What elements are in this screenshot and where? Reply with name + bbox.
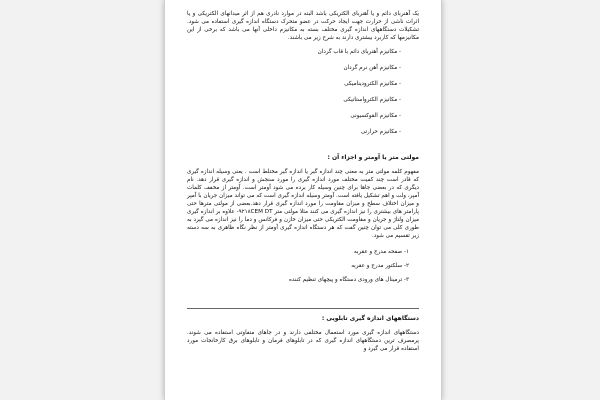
list-item: ۱- صفحه مدرج و عقربه (353, 249, 409, 255)
list-item: - مکانیزم حرارتی (360, 129, 401, 135)
list-item: - مکانیزم آهن نرم گردان (343, 65, 401, 71)
intro-paragraph: یک آهنربای دائم و یا آهنربای الکتریکی باشد البته در موارد نادری هم از اثر میدانهای الکتریکی و یا اثرات ناشی از حرارت جهت ایجاد حرکت در عضو متحرک دستگاه اندازه گیری استفاده می شود. تشکیلات دستگاههای اندازه گیری مختلف بسته به مکانیزم داخلی آنها می باشد که برخی از این مکانیزمها که کاربرد بیشتری دارند به شرح زیر می باشند. (187, 11, 419, 41)
multimeter-paragraph: مفهوم کلمه مولتی متر به معنی چند اندازه گیر یا اندازه گیر مختلط است . یعنی وسیله اندازه گیری که قادر است چند کمیت مختلف مورد اندازه گیری را مورد سنجش و اندازه گیری قرار دهد. نام دیگری که در بعضی جاها برای چنین وسیله کار برده می شود آومتر است. آومتر از مخفف کلمات آمپر، ولت و اهم تشکیل یافته است. آومتر وسیله اندازه گیری است که می تواند میزان جریان با آمپر و میزان اختلاف سطح و میزان مقاومت را مورد اندازه گیری قرار دهد.بعضی از مولتی مترها حتی پارامتر های بیشتری را نیز اندازه گیری می کنند مثلا مولتی متر ۹۲۱۸CEM DT- علاوه بر اندازه گیری میزان ولتاژ و جریان و مقاومت الکتریکی حتی میزان خازن و فرکانس و دما را نیز اندازه می گیرد به طوری کلی می توان چنین گفت که هر دستگاه اندازه گیری آومتر از نظر نگاه ظاهری به سه دسته زیر تقسیم می شود. (187, 169, 419, 239)
list-item: ۳- ترمینال های ورودی دستگاه و پیچهای تنظیم کننده (288, 277, 409, 283)
list-item: - مکانیزم الکترواستاتیکی (343, 97, 401, 103)
section-heading-panel-meters: دستگاههای اندازه گیری تابلویی : (321, 315, 419, 322)
list-item: - مکانیزم الکترودینامیکی (344, 81, 401, 87)
page-content (187, 10, 419, 353)
parts-list (187, 248, 419, 290)
list-item: - مکانیزم القوکسیونی (350, 113, 401, 119)
mechanism-list (187, 48, 419, 144)
list-item: - مکانیزم آهنربای دائم با قاب گردان (317, 49, 401, 55)
section-heading-multimeter: مولتی متر یا آومتر و اجزاء آن : (327, 154, 419, 161)
section-divider (187, 308, 419, 309)
list-item: ۲- سلکتور مدرج و عقربه (351, 263, 409, 269)
panel-meters-paragraph: دستگاههای اندازه گیری مورد استعمال مختلفی دارند و در جاهای متفاوتی استفاده می شوند. پرمصرف ترین دستگاههای اندازه گیری که در تابلوهای فرمان و تابلوهای برق کارخانجات مورد استفاده قرار می گیرد و (187, 330, 419, 352)
document-page (164, 0, 442, 400)
